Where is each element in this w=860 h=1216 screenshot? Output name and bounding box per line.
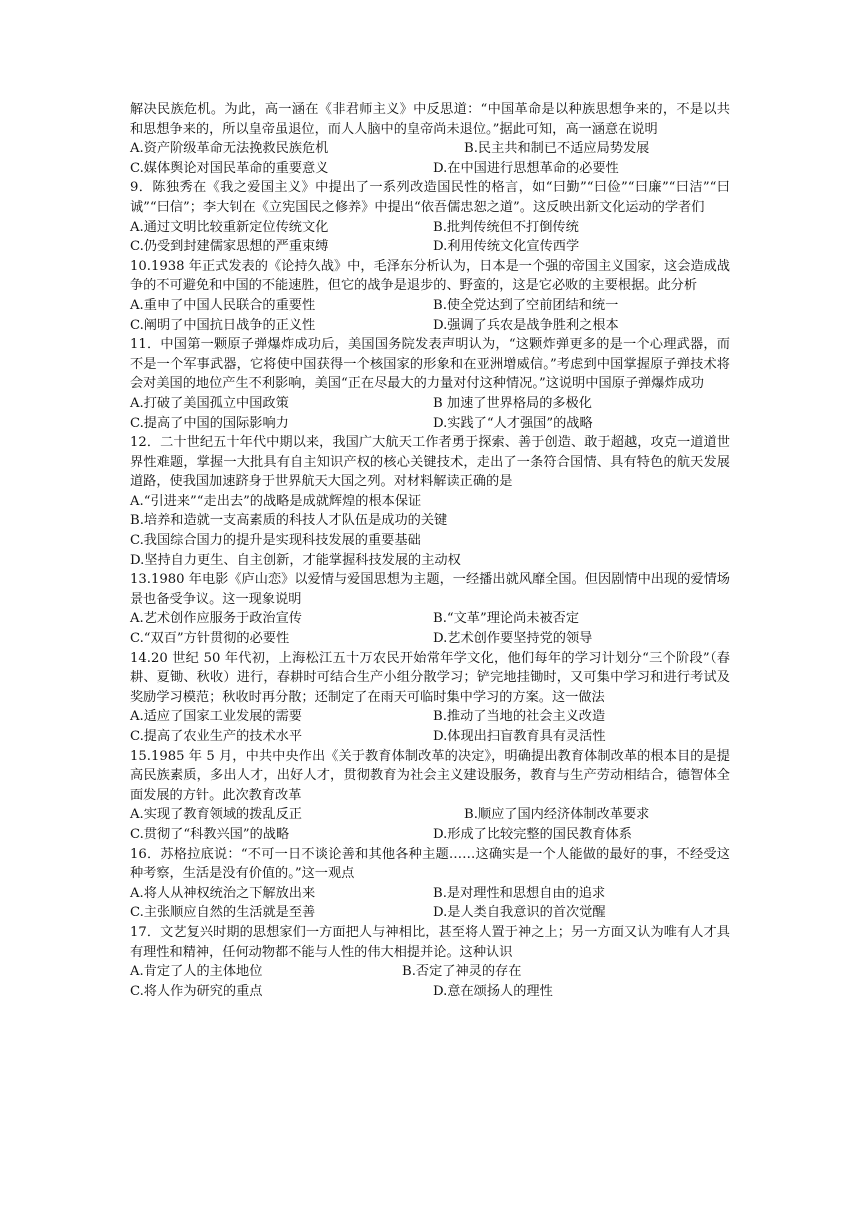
option-c: C.主张顺应自然的生活就是至善 [130,905,316,921]
option-d: D.形成了比较完整的国民教育体系 [433,826,632,842]
question-14 [130,649,730,747]
option-b: B.培养和造就一支高素质的科技人才队伍是成功的关键 [130,513,448,529]
options-row [130,218,730,238]
question-11 [130,335,730,433]
question-stem: 解决民族危机。为此，高一涵在《非君师主义》中反思道：“中国革命是以种族思想争来的，不是以共和思想争来的，所以皇帝虽退位，而人人脑中的皇帝尚未退位。”据此可知，高一涵意在说明 [130,102,730,137]
option-a: A.“引进来”“走出去”的战略是成就辉煌的根本保证 [130,493,422,509]
option-d: D.利用传统文化宣传西学 [433,239,580,255]
option-c: C.阐明了中国抗日战争的正义性 [130,317,316,333]
option-d: D.体现出扫盲教育具有灵活性 [433,729,606,744]
option-b: B.否定了神灵的存在 [402,964,522,980]
option-c: C.“双百”方针贯彻的必要性 [130,631,290,647]
option-d: D.坚持自力更生、自主创新，才能掌握科技发展的主动权 [130,552,461,568]
option-c: C.我国综合国力的提升是实现科技发展的重要基础 [130,533,421,549]
option-c: C.提高了农业生产的技术水平 [130,729,303,744]
question-13 [130,570,730,648]
options-row [130,629,730,649]
options-row [130,609,730,629]
options-row [130,805,730,825]
question-17 [130,923,730,1001]
option-d: D.艺术创作要坚持党的领导 [433,631,593,647]
question-stem: 15.1985 年 5 月，中共中央作出《关于教育体制改革的决定》，明确提出教育体制改革的根本目的是提高民族素质，多出人才，出好人才，贯彻教育为社会主义建设服务，教育与生产劳动相结合，德智体全面发展的方针。此次教育改革 [130,748,730,803]
options-row [130,727,730,747]
options-row [130,903,730,923]
option-a: A.资产阶级革命无法挽救民族危机 [130,141,329,157]
options-row [130,414,730,434]
option-b: B.“文革”理论尚未被否定 [433,611,580,627]
question-stem: 11．中国第一颗原子弹爆炸成功后，美国国务院发表声明认为，“这颗炸弹更多的是一个心理武器，而不是一个军事武器，它将使中国获得一个核国家的形象和在亚洲增威信。”考虑到中国掌握原子弹技术将会对美国的地位产生不利影响，美国“正在尽最大的力量对付这种情况。”这说明中国原子弹爆炸成功 [130,337,730,392]
option-b: B.是对理性和思想自由的追求 [433,885,606,901]
option-b: B.推动了当地的社会主义改造 [433,709,606,725]
options-row [130,316,730,336]
option-b: B.批判传统但不打倒传统 [433,219,579,235]
option-b: B.民主共和制已不适应局势发展 [464,141,650,157]
question-stem: 16．苏格拉底说：“不可一日不谈论善和其他各种主题……这确实是一个人能做的最好的事，不经受这种考察，生活是没有价值的。”这一观点 [130,846,730,882]
question-8 [130,100,730,178]
question-stem: 13.1980 年电影《庐山恋》以爱情与爱国思想为主题，一经播出就风靡全国。但因剧情中出现的爱情场景也备受争议。这一现象说明 [130,572,730,607]
option-d: D.意在颂扬人的理性 [433,983,553,999]
option-a: A.将人从神权统治之下解放出来 [130,885,316,901]
option-a: A.肯定了人的主体地位 [130,964,263,980]
options-row [130,707,730,727]
options-row [130,825,730,845]
option-c: C.提高了中国的国际影响力 [130,415,289,431]
option-d: D.是人类自我意识的首次觉醒 [433,905,606,921]
options-row [130,237,730,257]
option-b: B 加速了世界格局的多极化 [433,395,592,411]
option-a: A.通过文明比较重新定位传统文化 [130,219,329,235]
question-stem: 17．文艺复兴时期的思想家们一方面把人与神相比，甚至将人置于神之上；另一方面又认为唯有人才具有理性和精神，任何动物都不能与人性的伟大相提并论。这种认识 [130,924,730,960]
option-d: D.在中国进行思想革命的必要性 [433,160,619,176]
option-b: B.顺应了国内经济体制改革要求 [464,807,650,823]
options-row [130,139,730,159]
exam-page [130,100,730,1001]
question-16 [130,845,730,923]
question-stem: 9．陈独秀在《我之爱国主义》中提出了一系列改造国民性的格言，如“曰勤”“曰俭”“曰廉”“曰洁”“曰诚”“曰信”；李大钊在《立宪国民之修养》中提出“依吾儒忠恕之道”。这反映出新文化运动的学者们 [130,180,730,215]
question-stem: 12．二十世纪五十年代中期以来，我国广大航天工作者勇于探索、善于创造、敢于超越，攻克一道道世界性难题，掌握一大批具有自主知识产权的核心关键技术，走出了一条符合国情、具有特色的航天发展道路，使我国加速跻身于世界航天大国之列。对材料解读正确的是 [130,435,730,490]
option-d: D.实践了“人才强国”的战略 [433,415,593,431]
option-b: B.使全党达到了空前团结和统一 [433,297,619,313]
option-a: A.重申了中国人民联合的重要性 [130,297,316,313]
option-c: C.仍受到封建儒家思想的严重束缚 [130,239,329,255]
options-row [130,296,730,316]
option-c: C.贯彻了“科教兴国”的战略 [130,826,290,842]
option-a: A.实现了教育领域的拨乱反正 [130,807,302,823]
option-d: D.强调了兵农是战争胜利之根本 [433,317,619,333]
question-9 [130,178,730,256]
option-a: A.打破了美国孤立中国政策 [130,395,289,411]
question-stem: 10.1938 年正式发表的《论持久战》中，毛泽东分析认为，日本是一个强的帝国主义国家，这会造成战争的不可避免和中国的不能速胜，但它的战争是退步的、野蛮的，这是它必败的主要根据。此分析 [130,258,730,294]
options-row [130,394,730,414]
question-15 [130,747,730,845]
options-row [130,884,730,904]
question-12 [130,433,730,570]
option-a: A.适应了国家工业发展的需要 [130,709,302,725]
options-row [130,159,730,179]
option-c: C.将人作为研究的重点 [130,983,263,999]
question-stem: 14.20 世纪 50 年代初，上海松江五十万农民开始常年学文化，他们每年的学习计划分“三个阶段”（春耕、夏锄、秋收）进行，春耕时可结合生产小组分散学习；铲完地挂锄时，又可集中学习和进行考试及奖励学习模范；秋收时再分散；还制定了在雨天可临时集中学习的方案。这一做法 [130,650,730,705]
option-c: C.媒体舆论对国民革命的重要意义 [130,160,329,176]
options-row [130,962,730,982]
question-10 [130,257,730,335]
options-row [130,982,730,1002]
option-a: A.艺术创作应服务于政治宣传 [130,611,302,627]
